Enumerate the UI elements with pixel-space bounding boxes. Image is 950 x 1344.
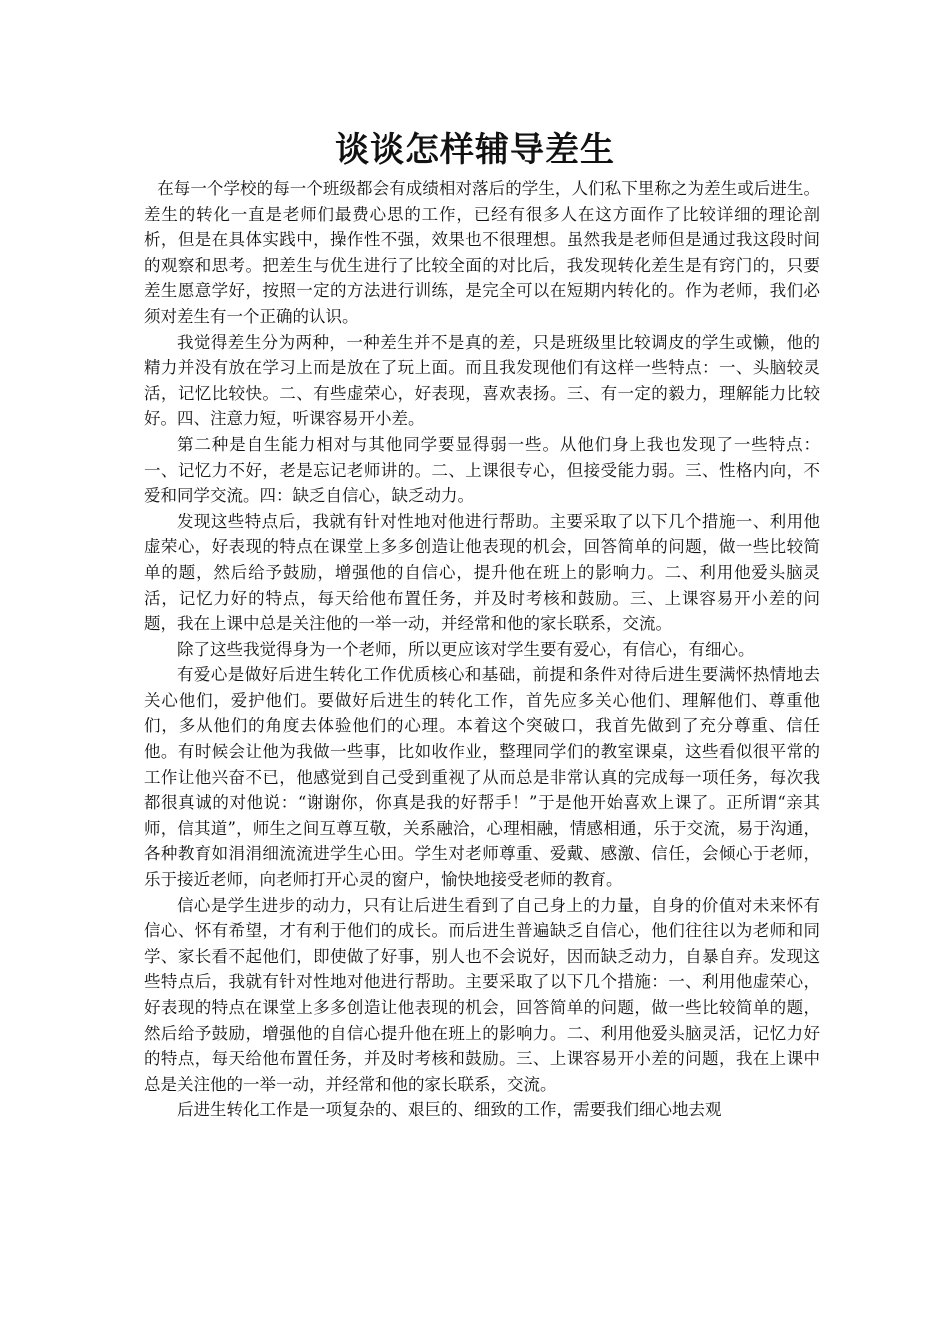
paragraph-7: 信心是学生进步的动力，只有让后进生看到了自己身上的力量，自身的价值对未来怀有信心、怀有希望，才有利于他们的成长。而后进生普遍缺乏自信心，他们往往以为老师和同学、家长看不起他们，即使做了好事，别人也不会说好，因而缺乏动力，自暴自弃。发现这些特点后，我就有针对性地对他进行帮助。主要采取了以下几个措施：一、利用他虚荣心，好表现的特点在课堂上多多创造让他表现的机会，回答简单的问题，做一些比较简单的题，然后给予鼓励，增强他的自信心提升他在班上的影响力。二、利用他爱头脑灵活，记忆力好的特点，每天给他布置任务，并及时考核和鼓励。三、上课容易开小差的问题，我在上课中总是关注他的一举一动，并经常和他的家长联系，交流。 [144, 895, 820, 1094]
document-body [144, 176, 820, 1216]
paragraph-8: 后进生转化工作是一项复杂的、艰巨的、细致的工作，需要我们细心地去观 [177, 1100, 722, 1120]
document-title: 谈谈怎样辅导差生 [335, 130, 615, 170]
paragraph-4: 发现这些特点后，我就有针对性地对他进行帮助。主要采取了以下几个措施一、利用他虚荣心，好表现的特点在课堂上多多创造让他表现的机会，回答简单的问题，做一些比较简单的题，然后给予鼓励，增强他的自信心，提升他在班上的影响力。二、利用他爱头脑灵活，记忆力好的特点，每天给他布置任务，并及时考核和鼓励。三、上课容易开小差的问题，我在上课中总是关注他的一举一动，并经常和他的家长联系，交流。 [144, 511, 820, 634]
paragraph-5: 除了这些我觉得身为一个老师，所以更应该对学生要有爱心，有信心，有细心。 [177, 639, 755, 659]
paragraph-3: 第二种是自生能力相对与其他同学要显得弱一些。从他们身上我也发现了一些特点：一、记忆力不好，老是忘记老师讲的。二、上课很专心，但接受能力弱。三、性格内向，不爱和同学交流。四：缺乏自信心，缺乏动力。 [144, 434, 820, 506]
paragraph-1: 在每一个学校的每一个班级都会有成绩相对落后的学生，人们私下里称之为差生或后进生。差生的转化一直是老师们最费心思的工作，已经有很多人在这方面作了比较详细的理论剖析，但是在具体实践中，操作性不强，效果也不很理想。虽然我是老师但是通过我这段时间的观察和思考。把差生与优生进行了比较全面的对比后，我发现转化差生是有窍门的，只要差生愿意学好，按照一定的方法进行训练，是完全可以在短期内转化的。作为老师，我们必须对差生有一个正确的认识。 [144, 179, 820, 326]
paragraph-2: 我觉得差生分为两种，一种差生并不是真的差，只是班级里比较调皮的学生或懒，他的精力并没有放在学习上而是放在了玩上面。而且我发现他们有这样一些特点：一、头脑较灵活，记忆比较快。二、有些虚荣心，好表现，喜欢表扬。三、有一定的毅力，理解能力比较好。四、注意力短，听课容易开小差。 [144, 332, 820, 429]
paragraph-6: 有爱心是做好后进生转化工作优质核心和基础，前提和条件对待后进生要满怀热情地去关心他们，爱护他们。要做好后进生的转化工作，首先应多关心他们、理解他们、尊重他们，多从他们的角度去体验他们的心理。本着这个突破口，我首先做到了充分尊重、信任他。有时候会让他为我做一些事，比如收作业，整理同学们的教室课桌，这些看似很平常的工作让他兴奋不已，他感觉到自己受到重视了从而总是非常认真的完成每一项任务，每次我都很真诚的对他说：“谢谢你，你真是我的好帮手！”于是他开始喜欢上课了。正所谓“亲其师，信其道”，师生之间互尊互敬，关系融洽，心理相融，情感相通，乐于交流，易于沟通，各种教育如涓涓细流流进学生心田。学生对老师尊重、爱戴、感激、信任，会倾心于老师，乐于接近老师，向老师打开心灵的窗户，愉快地接受老师的教育。 [144, 665, 820, 890]
